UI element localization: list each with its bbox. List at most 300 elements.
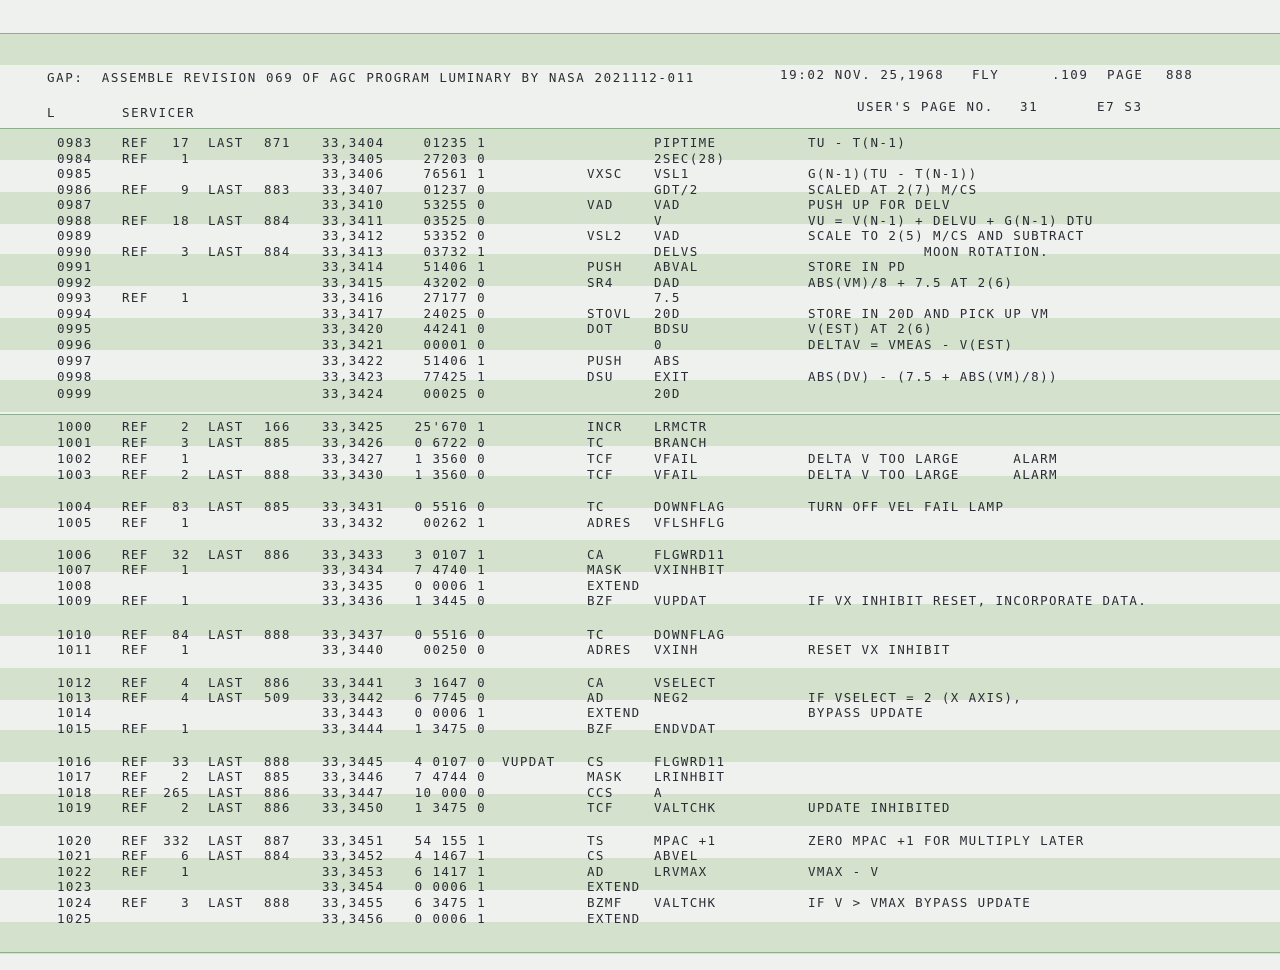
cell-label <box>502 354 572 368</box>
cell-comment: STORE IN PD <box>808 259 907 274</box>
cell-lastnum: 886 <box>264 785 291 800</box>
cell-op: VSL2 <box>587 228 623 243</box>
cell-addr: 33,3434 <box>322 562 385 577</box>
cell-comment <box>808 579 1248 593</box>
cell-last <box>208 452 250 466</box>
cell-lastnum <box>264 865 298 879</box>
cell-label <box>502 722 572 736</box>
cell-lastnum <box>264 322 298 336</box>
cell-operand: LRMCTR <box>654 419 708 434</box>
cell-last <box>208 579 250 593</box>
cell-refnum: 84 <box>172 627 190 642</box>
cell-lastnum <box>264 880 298 894</box>
cell-ref: REF <box>122 627 149 642</box>
cell-lastnum <box>264 912 298 926</box>
cell-word: 00025 0 <box>423 386 486 401</box>
cell-addr: 33,3435 <box>322 578 385 593</box>
cell-line: 1005 <box>57 515 93 530</box>
cell-op: EXTEND <box>587 578 641 593</box>
cell-operand: VALTCHK <box>654 800 717 815</box>
cell-comment: ABS(DV) - (7.5 + ABS(VM)/8)) <box>808 369 1058 384</box>
cell-word: 1 3445 0 <box>414 593 486 608</box>
cell-comment: V(EST) AT 2(6) <box>808 321 933 336</box>
cell-refnum: 265 <box>163 785 190 800</box>
cell-comment <box>808 436 1248 450</box>
cell-refnum <box>154 229 190 243</box>
cell-refnum: 83 <box>172 499 190 514</box>
cell-label <box>502 338 572 352</box>
cell-comment <box>808 912 1248 926</box>
section-name: SERVICER <box>122 105 196 120</box>
cell-op: EXTEND <box>587 879 641 894</box>
cell-label <box>502 563 572 577</box>
cell-label <box>502 801 572 815</box>
cell-word: 00001 0 <box>423 337 486 352</box>
cell-line: 1014 <box>57 705 93 720</box>
cell-ref: REF <box>122 419 149 434</box>
cell-word: 4 0107 0 <box>414 754 486 769</box>
cell-refnum: 1 <box>181 593 190 608</box>
cell-refnum: 2 <box>181 769 190 784</box>
cell-last <box>208 370 250 384</box>
cell-line: 0989 <box>57 228 93 243</box>
user-page-label: USER'S PAGE NO. <box>857 99 994 114</box>
paper-band <box>0 922 1280 954</box>
cell-word: 0 0006 1 <box>414 879 486 894</box>
cell-last <box>208 167 250 181</box>
cell-refnum: 6 <box>181 848 190 863</box>
cell-addr: 33,3417 <box>322 306 385 321</box>
cell-lastnum <box>264 594 298 608</box>
cell-word: 0 0006 1 <box>414 705 486 720</box>
cell-operand: ENDVDAT <box>654 721 717 736</box>
cell-word: 1 3475 0 <box>414 800 486 815</box>
cell-ref: REF <box>122 182 149 197</box>
cell-addr: 33,3405 <box>322 151 385 166</box>
cell-addr: 33,3410 <box>322 197 385 212</box>
cell-last <box>208 198 250 212</box>
cell-op: PUSH <box>587 353 623 368</box>
cell-line: 0995 <box>57 321 93 336</box>
cell-line: 1023 <box>57 879 93 894</box>
cell-label <box>502 214 572 228</box>
cell-op: TCF <box>587 451 614 466</box>
cell-operand: GDT/2 <box>654 182 699 197</box>
cell-last <box>208 322 250 336</box>
cell-operand: VFLSHFLG <box>654 515 726 530</box>
cell-ref <box>122 880 154 894</box>
cell-ref <box>122 912 154 926</box>
cell-operand: FLGWRD11 <box>654 547 726 562</box>
cell-word: 0 0006 1 <box>414 911 486 926</box>
cell-addr: 33,3443 <box>322 705 385 720</box>
cell-operand: 7.5 <box>654 290 681 305</box>
cell-ref: REF <box>122 290 149 305</box>
cell-addr: 33,3426 <box>322 435 385 450</box>
cell-addr: 33,3431 <box>322 499 385 514</box>
cell-line: 1001 <box>57 435 93 450</box>
cell-refnum <box>154 579 190 593</box>
cell-lastnum: 886 <box>264 800 291 815</box>
cell-op: ADRES <box>587 642 632 657</box>
cell-op <box>587 387 649 401</box>
cell-operand: VUPDAT <box>654 593 708 608</box>
cell-addr: 33,3441 <box>322 675 385 690</box>
cell-op: TCF <box>587 800 614 815</box>
cell-lastnum <box>264 516 298 530</box>
cell-word: 43202 0 <box>423 275 486 290</box>
cell-ref <box>122 387 154 401</box>
cell-ref <box>122 260 154 274</box>
cell-lastnum <box>264 338 298 352</box>
cell-op: TC <box>587 499 605 514</box>
cell-lastnum: 509 <box>264 690 291 705</box>
cell-lastnum <box>264 307 298 321</box>
cell-line: 0984 <box>57 151 93 166</box>
cell-last <box>208 865 250 879</box>
paper-rule <box>0 952 1280 953</box>
cell-lastnum <box>264 354 298 368</box>
cell-operand: NEG2 <box>654 690 690 705</box>
cell-word: 1 3560 0 <box>414 451 486 466</box>
sheet-code: E7 S3 <box>1097 99 1143 114</box>
cell-refnum: 2 <box>181 800 190 815</box>
cell-operand: VFAIL <box>654 467 699 482</box>
cell-ref <box>122 229 154 243</box>
cell-ref <box>122 370 154 384</box>
cell-operand: ABVAL <box>654 259 699 274</box>
cell-comment <box>808 516 1248 530</box>
cell-addr: 33,3407 <box>322 182 385 197</box>
cell-refnum: 1 <box>181 864 190 879</box>
cell-last: LAST <box>208 895 244 910</box>
cell-word: 4 1467 1 <box>414 848 486 863</box>
cell-op <box>587 245 649 259</box>
cell-line: 0983 <box>57 135 93 150</box>
cell-addr: 33,3414 <box>322 259 385 274</box>
cell-operand: MPAC +1 <box>654 833 717 848</box>
cell-lastnum: 884 <box>264 213 291 228</box>
cell-addr: 33,3427 <box>322 451 385 466</box>
cell-op: EXTEND <box>587 911 641 926</box>
cell-refnum: 2 <box>181 467 190 482</box>
cell-last: LAST <box>208 244 244 259</box>
cell-word: 44241 0 <box>423 321 486 336</box>
cell-lastnum: 885 <box>264 769 291 784</box>
cell-op: DOT <box>587 321 614 336</box>
cell-last <box>208 152 250 166</box>
cell-line: 0985 <box>57 166 93 181</box>
cell-comment: TU - T(N-1) <box>808 135 907 150</box>
cell-comment <box>808 722 1248 736</box>
cell-operand: VALTCHK <box>654 895 717 910</box>
cell-refnum: 3 <box>181 895 190 910</box>
paper-rule <box>0 414 1280 415</box>
cell-comment: IF V > VMAX BYPASS UPDATE <box>808 895 1032 910</box>
cell-refnum: 1 <box>181 515 190 530</box>
cell-op: TCF <box>587 467 614 482</box>
cell-refnum <box>154 167 190 181</box>
section-code: L <box>47 105 57 120</box>
cell-label <box>502 912 572 926</box>
cell-addr: 33,3422 <box>322 353 385 368</box>
cell-addr: 33,3425 <box>322 419 385 434</box>
cell-comment: MOON ROTATION. <box>808 244 1049 259</box>
cell-ref: REF <box>122 515 149 530</box>
cell-operand: VAD <box>654 197 681 212</box>
cell-op: BZF <box>587 593 614 608</box>
print-fraction: .109 <box>1052 67 1089 82</box>
cell-last: LAST <box>208 213 244 228</box>
cell-line: 1002 <box>57 451 93 466</box>
cell-last: LAST <box>208 848 244 863</box>
cell-line: 1015 <box>57 721 93 736</box>
cell-word: 53255 0 <box>423 197 486 212</box>
cell-op: CA <box>587 547 605 562</box>
cell-lastnum <box>264 260 298 274</box>
cell-ref: REF <box>122 690 149 705</box>
cell-last <box>208 291 250 305</box>
cell-last <box>208 880 250 894</box>
cell-operand: 2SEC(28) <box>654 151 726 166</box>
cell-word: 10 000 0 <box>414 785 486 800</box>
cell-operand: VAD <box>654 228 681 243</box>
cell-line: 1003 <box>57 467 93 482</box>
cell-label <box>502 594 572 608</box>
cell-addr: 33,3404 <box>322 135 385 150</box>
cell-comment: ABS(VM)/8 + 7.5 AT 2(6) <box>808 275 1014 290</box>
cell-comment: UPDATE INHIBITED <box>808 800 951 815</box>
cell-label <box>502 834 572 848</box>
cell-last <box>208 912 250 926</box>
cell-word: 6 7745 0 <box>414 690 486 705</box>
cell-line: 0999 <box>57 386 93 401</box>
cell-comment <box>808 354 1248 368</box>
cell-comment: TURN OFF VEL FAIL LAMP <box>808 499 1005 514</box>
cell-ref <box>122 354 154 368</box>
cell-word: 3 1647 0 <box>414 675 486 690</box>
cell-op: CCS <box>587 785 614 800</box>
cell-refnum: 17 <box>172 135 190 150</box>
cell-operand: VFAIL <box>654 451 699 466</box>
cell-refnum <box>154 307 190 321</box>
print-timestamp: 19:02 NOV. 25,1968 <box>780 67 945 82</box>
cell-word: 00262 1 <box>423 515 486 530</box>
cell-addr: 33,3450 <box>322 800 385 815</box>
cell-comment: VU = V(N-1) + DELVU + G(N-1) DTU <box>808 213 1094 228</box>
cell-addr: 33,3412 <box>322 228 385 243</box>
cell-word: 03732 1 <box>423 244 486 259</box>
cell-op <box>587 291 649 305</box>
cell-last <box>208 643 250 657</box>
cell-addr: 33,3440 <box>322 642 385 657</box>
cell-label <box>502 387 572 401</box>
cell-comment: IF VSELECT = 2 (X AXIS), <box>808 690 1023 705</box>
cell-label <box>502 865 572 879</box>
cell-op <box>587 152 649 166</box>
cell-comment: SCALED AT 2(7) M/CS <box>808 182 978 197</box>
cell-line: 0986 <box>57 182 93 197</box>
cell-ref: REF <box>122 848 149 863</box>
cell-label <box>502 579 572 593</box>
cell-word: 51406 1 <box>423 353 486 368</box>
cell-label <box>502 880 572 894</box>
cell-last <box>208 338 250 352</box>
cell-comment: RESET VX INHIBIT <box>808 642 951 657</box>
cell-ref: REF <box>122 895 149 910</box>
cell-word: 0 5516 0 <box>414 499 486 514</box>
cell-op: CS <box>587 754 605 769</box>
cell-word: 1 3560 0 <box>414 467 486 482</box>
cell-comment: DELTA V TOO LARGE ALARM <box>808 467 1058 482</box>
cell-line: 0988 <box>57 213 93 228</box>
cell-addr: 33,3446 <box>322 769 385 784</box>
cell-lastnum <box>264 579 298 593</box>
cell-comment <box>808 291 1248 305</box>
cell-ref: REF <box>122 499 149 514</box>
cell-last <box>208 260 250 274</box>
cell-last: LAST <box>208 547 244 562</box>
cell-addr: 33,3436 <box>322 593 385 608</box>
cell-word: 03525 0 <box>423 213 486 228</box>
cell-comment <box>808 628 1248 642</box>
cell-last: LAST <box>208 135 244 150</box>
cell-comment: DELTAV = VMEAS - V(EST) <box>808 337 1014 352</box>
cell-addr: 33,3452 <box>322 848 385 863</box>
cell-refnum: 1 <box>181 721 190 736</box>
listing-title: GAP: ASSEMBLE REVISION 069 OF AGC PROGRAM LUMINARY BY NASA 2021112-011 <box>47 70 695 85</box>
cell-comment: SCALE TO 2(5) M/CS AND SUBTRACT <box>808 228 1085 243</box>
cell-word: 51406 1 <box>423 259 486 274</box>
cell-operand <box>654 579 774 593</box>
cell-last <box>208 594 250 608</box>
cell-label <box>502 183 572 197</box>
cell-ref <box>122 338 154 352</box>
cell-last <box>208 307 250 321</box>
cell-ref: REF <box>122 833 149 848</box>
cell-lastnum <box>264 198 298 212</box>
cell-op: INCR <box>587 419 623 434</box>
cell-refnum: 4 <box>181 690 190 705</box>
cell-op: MASK <box>587 562 623 577</box>
cell-operand: A <box>654 785 663 800</box>
cell-lastnum: 888 <box>264 754 291 769</box>
cell-operand: LRINHBIT <box>654 769 726 784</box>
cell-refnum <box>154 338 190 352</box>
cell-operand: LRVMAX <box>654 864 708 879</box>
cell-last: LAST <box>208 675 244 690</box>
cell-ref <box>122 276 154 290</box>
cell-op: BZMF <box>587 895 623 910</box>
cell-refnum: 4 <box>181 675 190 690</box>
cell-label <box>502 452 572 466</box>
cell-addr: 33,3406 <box>322 166 385 181</box>
cell-lastnum: 885 <box>264 435 291 450</box>
cell-line: 1013 <box>57 690 93 705</box>
cell-refnum <box>154 370 190 384</box>
cell-refnum: 1 <box>181 451 190 466</box>
cell-operand: V <box>654 213 663 228</box>
cell-last <box>208 276 250 290</box>
cell-label <box>502 548 572 562</box>
cell-operand: ABVEL <box>654 848 699 863</box>
cell-refnum <box>154 706 190 720</box>
cell-ref: REF <box>122 593 149 608</box>
cell-last: LAST <box>208 499 244 514</box>
cell-word: 1 3475 0 <box>414 721 486 736</box>
cell-op: SR4 <box>587 275 614 290</box>
cell-word: 24025 0 <box>423 306 486 321</box>
cell-line: 0997 <box>57 353 93 368</box>
cell-last: LAST <box>208 833 244 848</box>
cell-last <box>208 354 250 368</box>
cell-op: PUSH <box>587 259 623 274</box>
cell-label <box>502 691 572 705</box>
cell-operand: VXINHBIT <box>654 562 726 577</box>
cell-ref: REF <box>122 547 149 562</box>
cell-last: LAST <box>208 769 244 784</box>
cell-label <box>502 136 572 150</box>
cell-ref: REF <box>122 642 149 657</box>
cell-comment: PUSH UP FOR DELV <box>808 197 951 212</box>
cell-op: STOVL <box>587 306 632 321</box>
cell-lastnum <box>264 387 298 401</box>
cell-last: LAST <box>208 800 244 815</box>
cell-lastnum <box>264 563 298 577</box>
cell-op <box>587 136 649 150</box>
cell-line: 1022 <box>57 864 93 879</box>
cell-op: VAD <box>587 197 614 212</box>
cell-word: 7 4740 1 <box>414 562 486 577</box>
cell-refnum <box>154 354 190 368</box>
cell-addr: 33,3455 <box>322 895 385 910</box>
print-mode: FLY <box>972 67 1000 82</box>
cell-lastnum <box>264 152 298 166</box>
cell-ref: REF <box>122 675 149 690</box>
cell-comment <box>808 152 1248 166</box>
cell-last: LAST <box>208 182 244 197</box>
cell-line: 1012 <box>57 675 93 690</box>
cell-word: 27203 0 <box>423 151 486 166</box>
cell-comment <box>808 786 1248 800</box>
cell-word: 54 155 1 <box>414 833 486 848</box>
cell-word: 00250 0 <box>423 642 486 657</box>
cell-refnum: 2 <box>181 419 190 434</box>
cell-word: 77425 1 <box>423 369 486 384</box>
cell-ref: REF <box>122 754 149 769</box>
cell-comment <box>808 420 1248 434</box>
cell-label <box>502 322 572 336</box>
cell-lastnum <box>264 291 298 305</box>
cell-label <box>502 260 572 274</box>
cell-operand: VXINH <box>654 642 699 657</box>
cell-word: 76561 1 <box>423 166 486 181</box>
cell-addr: 33,3444 <box>322 721 385 736</box>
cell-comment <box>808 849 1248 863</box>
page-label: PAGE <box>1107 67 1144 82</box>
cell-line: 0990 <box>57 244 93 259</box>
cell-operand: VSL1 <box>654 166 690 181</box>
cell-lastnum: 888 <box>264 627 291 642</box>
cell-label <box>502 291 572 305</box>
cell-ref <box>122 167 154 181</box>
cell-last: LAST <box>208 419 244 434</box>
cell-label <box>502 849 572 863</box>
cell-word: 0 6722 0 <box>414 435 486 450</box>
cell-word: 27177 0 <box>423 290 486 305</box>
cell-refnum: 3 <box>181 244 190 259</box>
cell-line: 1024 <box>57 895 93 910</box>
